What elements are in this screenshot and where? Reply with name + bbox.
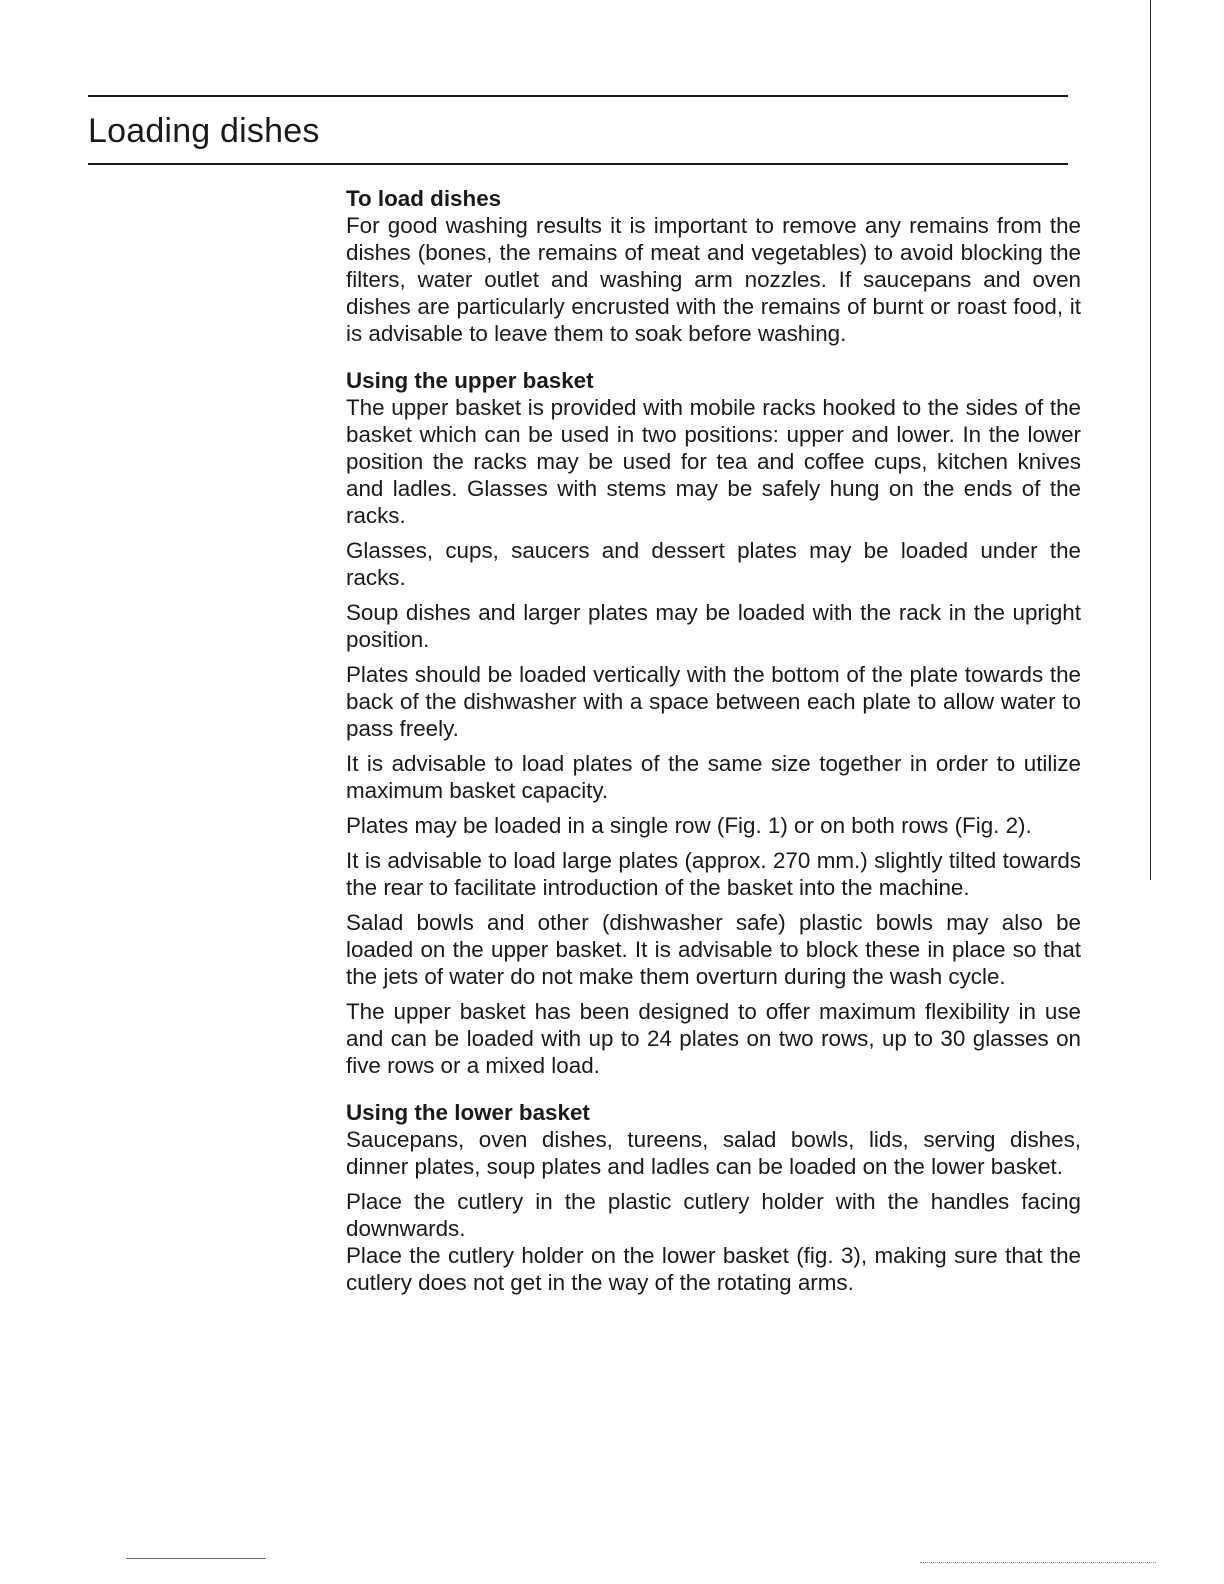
- paragraph: The upper basket is provided with mobile racks hooked to the sides of the basket which can be used in two positions: upper and lower. In the lower position the racks may be used for tea and coffee cups, kitchen knives and ladles. Glasses with stems may be safely hung on the ends of the racks.: [346, 395, 1081, 528]
- footer-rule: [126, 1558, 266, 1559]
- footer-dotted-rule: [920, 1562, 1156, 1563]
- paragraph: Place the cutlery in the plastic cutlery holder with the handles facing downwards.: [346, 1189, 1081, 1241]
- header-rule-bottom: [88, 163, 1068, 165]
- paragraph: Plates may be loaded in a single row (Fig. 1) or on both rows (Fig. 2).: [346, 813, 1032, 838]
- paragraph: It is advisable to load plates of the same size together in order to utilize maximum basket capacity.: [346, 751, 1081, 803]
- paragraph: Salad bowls and other (dishwasher safe) plastic bowls may also be loaded on the upper basket. It is advisable to block these in place so that the jets of water do not make them overturn during the wash cycle.: [346, 910, 1081, 989]
- section-heading: Using the lower basket: [346, 1100, 590, 1125]
- page-edge-line: [1150, 0, 1151, 880]
- section-upper-basket: [346, 367, 1081, 1079]
- document-body: [346, 185, 1081, 1296]
- header-rule-top: [88, 95, 1068, 97]
- section-lower-basket: [346, 1099, 1081, 1296]
- paragraph: Soup dishes and larger plates may be loaded with the rack in the upright position.: [346, 600, 1081, 652]
- paragraph: The upper basket has been designed to offer maximum flexibility in use and can be loaded with up to 24 plates on two rows, up to 30 glasses on five rows or a mixed load.: [346, 999, 1081, 1078]
- paragraph: It is advisable to load large plates (approx. 270 mm.) slightly tilted towards the rear to facilitate introduction of the basket into the machine.: [346, 848, 1081, 900]
- paragraph: Glasses, cups, saucers and dessert plates may be loaded under the racks.: [346, 538, 1081, 590]
- page-title: Loading dishes: [88, 112, 320, 150]
- section-to-load-dishes: [346, 185, 1081, 347]
- paragraph: For good washing results it is important to remove any remains from the dishes (bones, the remains of meat and vegetables) to avoid blocking the filters, water outlet and washing arm nozzles. If saucepans and oven dishes are particularly encrusted with the remains of burnt or roast food, it is advisable to leave them to soak before washing.: [346, 213, 1081, 346]
- section-heading: To load dishes: [346, 186, 502, 211]
- section-heading: Using the upper basket: [346, 368, 594, 393]
- paragraph: Place the cutlery holder on the lower basket (fig. 3), making sure that the cutlery does not get in the way of the rotating arms.: [346, 1243, 1081, 1295]
- paragraph: Saucepans, oven dishes, tureens, salad bowls, lids, serving dishes, dinner plates, soup plates and ladles can be loaded on the lower basket.: [346, 1127, 1081, 1179]
- paragraph: Plates should be loaded vertically with the bottom of the plate towards the back of the dishwasher with a space between each plate to allow water to pass freely.: [346, 662, 1081, 741]
